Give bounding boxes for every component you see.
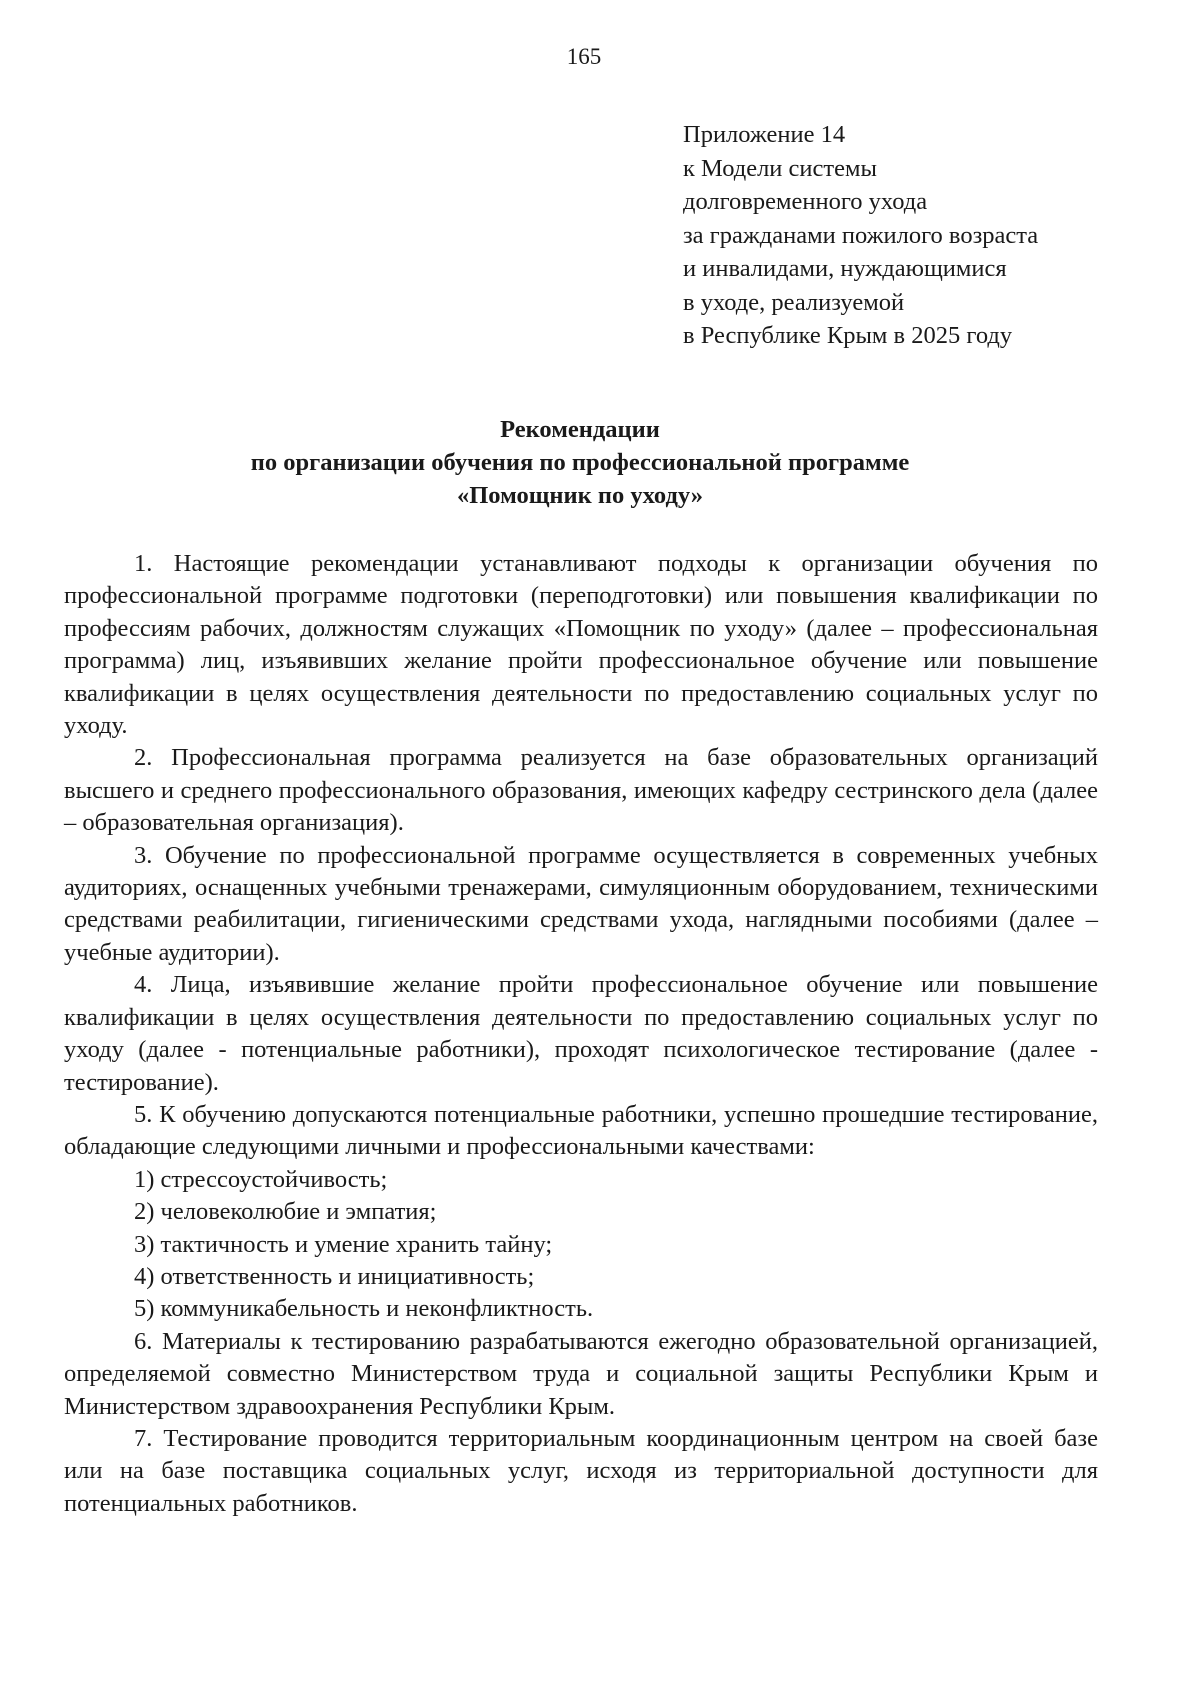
appendix-reference bbox=[683, 118, 1123, 353]
document-body bbox=[64, 548, 1098, 1520]
document-title bbox=[60, 413, 1100, 512]
list-item: 3) тактичность и умение хранить тайну; bbox=[134, 1230, 553, 1258]
list-item: 4) ответственность и инициативность; bbox=[134, 1262, 535, 1290]
appendix-line: Приложение 14 bbox=[683, 121, 846, 148]
paragraph-2: 2. Профессиональная программа реализуется на базе образовательных организаций высшего и среднего профессионального образования, имеющих кафедру сестринского дела (далее – образовательная организация). bbox=[64, 744, 1098, 837]
appendix-line: за гражданами пожилого возраста bbox=[683, 221, 1039, 249]
list-item: 2) человеколюбие и эмпатия; bbox=[134, 1198, 437, 1226]
paragraph-1: 1. Настоящие рекомендации устанавливают подходы к организации обучения по профессиональной программе подготовки (переподготовки) или повышения квалификации по профессиям рабочих, должностям служащих «Помощник по уходу» (далее – профессиональная программа) лиц, изъявивших желание пройти профессиональное обучение или повышение квалификации в целях осуществления деятельности по предоставлению социальных услуг по уходу. bbox=[64, 550, 1098, 740]
title-line: «Помощник по уходу» bbox=[457, 482, 703, 509]
title-line: по организации обучения по профессиональной программе bbox=[250, 449, 910, 476]
paragraph-3: 3. Обучение по профессиональной программе осуществляется в современных учебных аудиториях, оснащенных учебными тренажерами, симуляционным оборудованием, техническими средствами реабилитации, гигиеническими средствами ухода, наглядными пособиями (далее – учебные аудитории). bbox=[64, 841, 1098, 966]
paragraph-5: 5. К обучению допускаются потенциальные работники, успешно прошедшие тестирование, обладающие следующими личными и профессиональными качествами: bbox=[64, 1100, 1098, 1161]
appendix-line: в Республике Крым в 2025 году bbox=[683, 322, 1013, 349]
paragraph-7: 7. Тестирование проводится территориальным координационным центром на своей базе или на базе поставщика социальных услуг, исходя из территориальной доступности для потенциальных работников. bbox=[64, 1424, 1098, 1517]
paragraph-6: 6. Материалы к тестированию разрабатываются ежегодно образовательной организацией, определяемой совместно Министерством труда и социальной защиты Республики Крым и Министерством здравоохранения Республики Крым. bbox=[64, 1327, 1098, 1420]
list-item: 1) стрессоустойчивость; bbox=[134, 1165, 388, 1193]
appendix-line: долговременного ухода bbox=[683, 188, 928, 215]
appendix-line: и инвалидами, нуждающимися bbox=[683, 255, 1007, 282]
appendix-line: в уходе, реализуемой bbox=[683, 288, 905, 316]
appendix-line: к Модели системы bbox=[683, 154, 877, 182]
page-number: 165 bbox=[566, 44, 602, 69]
list-item: 5) коммуникабельность и неконфликтность. bbox=[134, 1295, 594, 1323]
paragraph-4: 4. Лица, изъявившие желание пройти профессиональное обучение или повышение квалификации в целях осуществления деятельности по предоставлению социальных услуг по уходу (далее - потенциальные работники), проходят психологическое тестирование (далее - тестирование). bbox=[64, 971, 1098, 1096]
title-line: Рекомендации bbox=[500, 416, 660, 443]
